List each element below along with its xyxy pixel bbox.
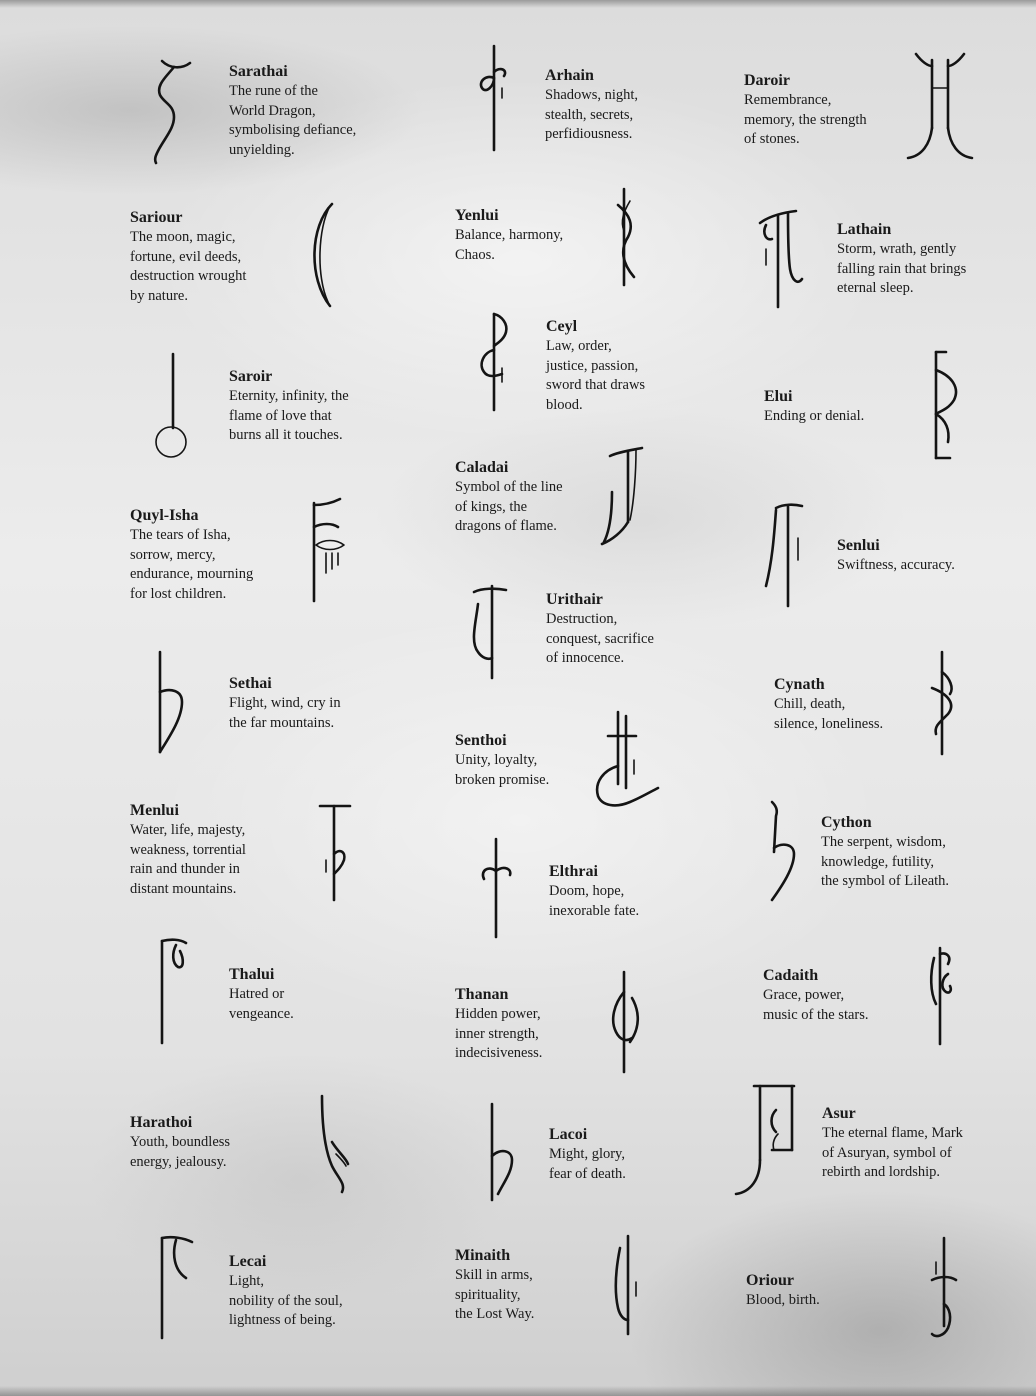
rune-name: Senlui <box>837 537 880 554</box>
rune-description: Storm, wrath, gently falling rain that brings eternal sleep. <box>837 241 967 296</box>
rune-entry-elthrai <box>549 862 639 921</box>
rune-name: Saroir <box>229 368 273 385</box>
elui-rune-icon <box>920 348 970 463</box>
rune-description: Swiftness, accuracy. <box>837 557 955 573</box>
rune-name: Ceyl <box>546 318 578 335</box>
rune-entry-urithair <box>546 590 654 669</box>
rune-entry-sethai <box>229 674 341 733</box>
rune-name: Menlui <box>130 802 179 819</box>
rune-entry-lathain <box>837 220 966 299</box>
arhain-rune-icon <box>470 42 520 154</box>
rune-name: Cython <box>821 814 872 831</box>
rune-description: Hatred or vengeance. <box>229 986 294 1022</box>
rune-description: Symbol of the line of kings, the dragons of flame. <box>455 479 563 534</box>
rune-entry-ceyl <box>546 317 645 415</box>
cython-rune-icon <box>758 796 810 908</box>
rune-description: Shadows, night, stealth, secrets, perfidiousness. <box>545 87 639 142</box>
rune-name: Oriour <box>746 1272 794 1289</box>
rune-description: Hidden power, inner strength, indecisiveness. <box>455 1006 543 1061</box>
rune-name: Thanan <box>455 986 509 1003</box>
rune-entry-elui <box>764 387 864 427</box>
rune-entry-thanan <box>455 985 542 1064</box>
rune-name: Thalui <box>229 966 275 983</box>
saroir-rune-icon <box>145 350 205 462</box>
rune-name: Harathoi <box>130 1114 193 1131</box>
senlui-rune-icon <box>758 498 813 610</box>
rune-entry-asur <box>822 1104 963 1183</box>
cynath-rune-icon <box>920 648 968 760</box>
rune-name: Cynath <box>774 676 825 693</box>
rune-entry-yenlui <box>455 206 563 265</box>
rune-entry-senlui <box>837 536 955 576</box>
rune-description: Blood, birth. <box>746 1292 820 1308</box>
rune-name: Asur <box>822 1105 856 1122</box>
rune-description: The eternal flame, Mark of Asuryan, symbol of rebirth and lordship. <box>822 1125 963 1180</box>
rune-entry-saroir <box>229 367 349 446</box>
rune-name: Arhain <box>545 67 594 84</box>
rune-description: Ending or denial. <box>764 408 865 424</box>
senthoi-rune-icon <box>590 708 665 818</box>
rune-description: Chill, death, silence, loneliness. <box>774 696 884 732</box>
quyl-isha-rune-icon <box>300 497 360 607</box>
lathain-rune-icon <box>752 205 812 315</box>
ceyl-rune-icon <box>470 310 525 415</box>
oriour-rune-icon <box>918 1234 966 1346</box>
rune-entry-quyl-isha <box>130 506 253 604</box>
rune-name: Lathain <box>837 221 892 238</box>
rune-description: Balance, harmony, Chaos. <box>455 227 564 263</box>
rune-name: Senthoi <box>455 732 507 749</box>
rune-name: Elthrai <box>549 863 598 880</box>
rune-description: The moon, magic, fortune, evil deeds, destruction wrought by nature. <box>130 229 247 304</box>
lecai-rune-icon <box>150 1232 205 1344</box>
rune-description: Youth, boundless energy, jealousy. <box>130 1134 231 1170</box>
rune-description: Unity, loyalty, broken promise. <box>455 752 550 788</box>
minaith-rune-icon <box>604 1232 648 1340</box>
rune-entry-cynath <box>774 675 883 734</box>
harathoi-rune-icon <box>312 1092 360 1197</box>
rune-entry-lacoi <box>549 1125 626 1184</box>
rune-entry-oriour <box>746 1271 820 1311</box>
rune-name: Yenlui <box>455 207 499 224</box>
rune-entry-thalui <box>229 965 294 1024</box>
rune-description: Destruction, conquest, sacrifice of innocence. <box>546 611 654 666</box>
rune-name: Quyl-Isha <box>130 507 199 524</box>
rune-entry-cython <box>821 813 949 892</box>
lacoi-rune-icon <box>478 1098 528 1206</box>
rune-name: Lecai <box>229 1253 267 1270</box>
rune-description: Law, order, justice, passion, sword that draws blood. <box>546 338 646 413</box>
rune-description: Remembrance, memory, the strength of stones. <box>744 92 867 147</box>
rune-entry-sarathai <box>229 62 356 160</box>
urithair-rune-icon <box>462 578 517 683</box>
rune-description: The tears of Isha, sorrow, mercy, endurance, mourning for lost children. <box>130 527 254 602</box>
rune-description: Eternity, infinity, the flame of love that burns all it touches. <box>229 388 349 443</box>
rune-description: Skill in arms, spirituality, the Lost Way. <box>455 1267 535 1322</box>
daroir-rune-icon <box>900 48 980 166</box>
rune-name: Elui <box>764 388 793 405</box>
rune-name: Sethai <box>229 675 272 692</box>
rune-entry-harathoi <box>130 1113 230 1172</box>
caladai-rune-icon <box>592 442 652 550</box>
elthrai-rune-icon <box>472 835 522 943</box>
rune-entry-lecai <box>229 1252 343 1331</box>
sethai-rune-icon <box>148 648 198 760</box>
rune-entry-caladai <box>455 458 563 537</box>
rune-description: Water, life, majesty, weakness, torrential rain and thunder in distant mountains. <box>130 822 246 897</box>
thalui-rune-icon <box>150 935 200 1050</box>
rune-entry-cadaith <box>763 966 869 1025</box>
cadaith-rune-icon <box>918 944 966 1050</box>
rune-entry-menlui <box>130 801 246 899</box>
sarathai-rune-icon <box>140 55 210 170</box>
rune-description: The serpent, wisdom, knowledge, futility, the symbol of Lileath. <box>821 834 950 889</box>
rune-entry-arhain <box>545 66 638 145</box>
rune-name: Cadaith <box>763 967 819 984</box>
asur-rune-icon <box>730 1080 810 1200</box>
rune-entry-sariour <box>130 208 246 306</box>
rune-description: The rune of the World Dragon, symbolising defiance, unyielding. <box>229 83 357 158</box>
rune-name: Minaith <box>455 1247 511 1264</box>
rune-name: Caladai <box>455 459 509 476</box>
rune-name: Sariour <box>130 209 183 226</box>
rune-name: Daroir <box>744 72 790 89</box>
rune-description: Grace, power, music of the stars. <box>763 987 869 1023</box>
menlui-rune-icon <box>312 800 362 906</box>
yenlui-rune-icon <box>604 185 648 290</box>
thanan-rune-icon <box>600 968 650 1078</box>
rune-name: Lacoi <box>549 1126 588 1143</box>
rune-description: Light, nobility of the soul, lightness of being. <box>229 1273 343 1328</box>
rune-name: Sarathai <box>229 63 288 80</box>
rune-description: Doom, hope, inexorable fate. <box>549 883 640 919</box>
rune-entry-daroir <box>744 71 867 150</box>
sariour-rune-icon <box>300 198 350 313</box>
rune-description: Flight, wind, cry in the far mountains. <box>229 695 341 731</box>
rune-description: Might, glory, fear of death. <box>549 1146 626 1182</box>
rune-name: Urithair <box>546 591 603 608</box>
rune-entry-minaith <box>455 1246 534 1325</box>
rune-entry-senthoi <box>455 731 549 790</box>
